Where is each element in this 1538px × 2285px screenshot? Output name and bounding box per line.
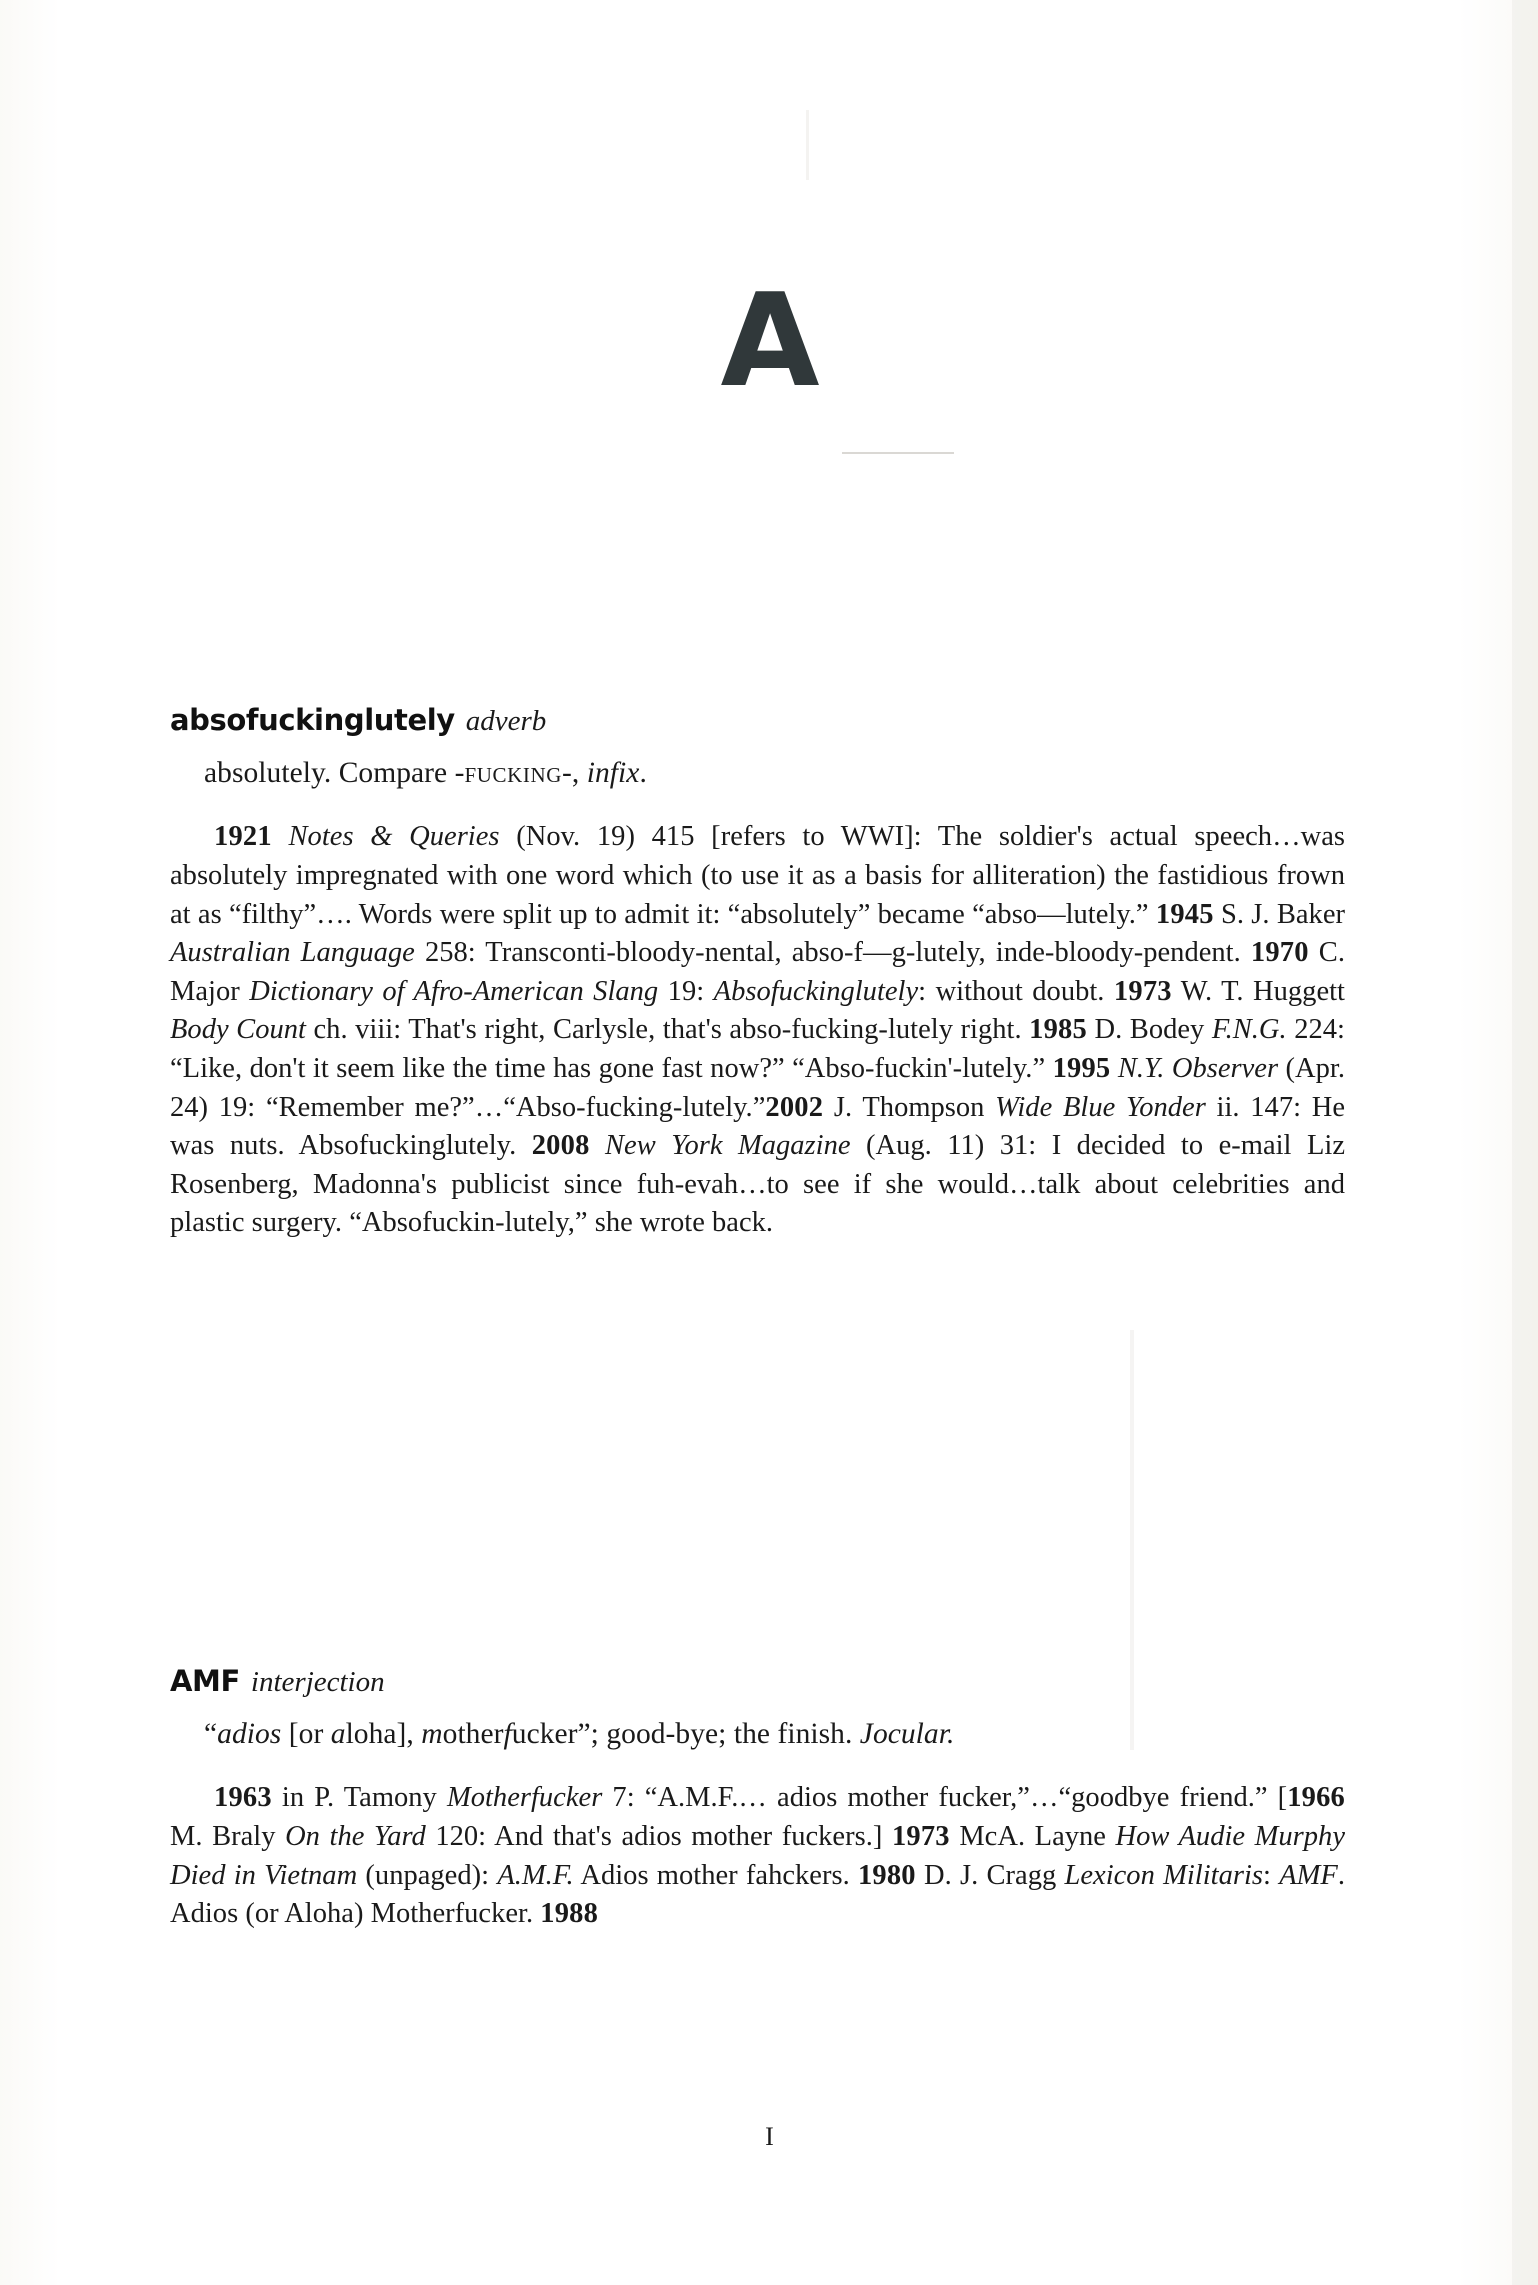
citation-year: 2002 (765, 1091, 824, 1123)
headword-absofuckinglutely: absofuckinglutely (170, 703, 455, 737)
citation-text: J. Thompson (823, 1091, 996, 1123)
page-content (170, 0, 1370, 2285)
citation-text: S. J. Baker (1213, 898, 1346, 930)
citation-text: 7: “A.M.F.… adios mother fucker,”…“goodbye friend.” [ (602, 1782, 1288, 1814)
citation-year: 1945 (1155, 898, 1214, 930)
citation-text: . Adios (or Aloha) Motherfucker. (170, 1859, 1345, 1930)
definition-suffix: -, (562, 757, 587, 789)
headword-line (170, 1664, 1345, 1698)
citation-year: 1963 (214, 1782, 272, 1814)
citation-source-title: On the Yard (285, 1820, 426, 1852)
headword-amf: AMF (170, 1664, 240, 1698)
citation-text (272, 821, 289, 852)
citation-source-title: A.M.F. (497, 1859, 574, 1891)
cross-reference-part-of-speech: infix (586, 757, 640, 789)
citation-text: other (442, 1718, 504, 1750)
citation-year: 1921 (214, 821, 272, 853)
page-number: I (765, 2122, 775, 2151)
chapter-divider-rule (842, 452, 954, 454)
citation-text: 19: (658, 975, 714, 1007)
citation-text: 120: And that's adios mother fuckers.] (425, 1820, 892, 1852)
citation-text: 224: “Like, don't it seem like the time has gone fast now?” “Abso-fuckin'-lutely.” (170, 1014, 1345, 1084)
citation-text: (Apr. 24) 19: “Remember me?”…“Abso-fucking-lutely.” (170, 1053, 1345, 1123)
citation-source-title: New York Magazine (605, 1130, 851, 1162)
citation-year: 1995 (1052, 1053, 1111, 1084)
citation-year: 1985 (1029, 1014, 1087, 1046)
citation-text: ch. viii: That's right, Carlysle, that's abso-fucking-lutely right. (305, 1014, 1030, 1046)
citation-text (590, 1130, 605, 1161)
citation-year: 1973 (1113, 975, 1172, 1007)
citation-block-amf (170, 1779, 1345, 1933)
citation-text: : (1263, 1859, 1280, 1891)
citation-source-title: Wide Blue Yonder (995, 1091, 1206, 1123)
citation-year: 1970 (1250, 937, 1309, 969)
citation-text (1110, 1053, 1117, 1084)
citation-source-title: adios (217, 1718, 282, 1750)
citation-text: D. Bodey (1086, 1014, 1212, 1046)
part-of-speech-absofuckinglutely: adverb (465, 705, 547, 737)
citation-text: “ (204, 1718, 218, 1750)
citation-source-title: AMF (1279, 1859, 1338, 1891)
cross-reference-fucking[interactable]: fucking (464, 757, 563, 789)
citation-source-title: How Audie Murphy Died in Vietnam (170, 1820, 1345, 1891)
citation-source-title: f (503, 1718, 512, 1750)
citation-source-title: Dictionary of Afro-American Slang (249, 975, 659, 1007)
definition-text: absolutely. Compare - (204, 757, 465, 789)
definition-absofuckinglutely (170, 754, 1345, 792)
citation-source-title: a (330, 1718, 346, 1750)
citation-text: C. Major (170, 937, 1345, 1007)
dictionary-entry-absofuckinglutely (170, 703, 1346, 1243)
citation-source-title: Body Count (170, 1014, 306, 1046)
citation-source-title: N.Y. Observer (1117, 1053, 1279, 1084)
chapter-letter-heading: A (720, 267, 820, 416)
citation-source-title: Notes & Queries (288, 821, 500, 853)
citation-source-title: Lexicon Militaris (1064, 1859, 1264, 1891)
citation-text: (Aug. 11) 31: I decided to e-mail Liz Rosenberg, Madonna's publicist since fuh-evah…to see if she would…talk about celebrities and plastic surgery. “Absofuckin-lutely,” she wrote back. (170, 1130, 1345, 1239)
citation-text: in P. Tamony (271, 1782, 447, 1814)
citation-text: 258: Transconti-bloody-nental, abso-f—g-lutely, inde-bloody-pendent. (414, 937, 1251, 969)
citation-text: loha], (345, 1718, 422, 1750)
dictionary-entry-amf (170, 1664, 1345, 1934)
citation-text: ucker”; good-bye; the finish. (511, 1718, 860, 1750)
headword-line (170, 703, 1345, 737)
definition-amf (170, 1715, 1345, 1753)
citation-text: (unpaged): (357, 1859, 498, 1891)
citation-source-title: Absofuckinglutely (713, 975, 919, 1007)
citation-source-title: Jocular. (859, 1718, 955, 1750)
citation-text: D. J. Cragg (915, 1859, 1065, 1891)
citation-text: McA. Layne (949, 1820, 1116, 1852)
citation-text: : without doubt. (918, 975, 1114, 1007)
citation-text: ii. 147: He was nuts. Absofuckinglutely. (170, 1091, 1346, 1162)
part-of-speech-amf: interjection (250, 1666, 385, 1698)
citation-text: M. Braly (170, 1820, 286, 1852)
citation-year: 1973 (891, 1820, 950, 1852)
citation-source-title: Motherfucker (446, 1782, 603, 1814)
citation-source-title: m (421, 1718, 443, 1750)
citation-text: W. T. Huggett (1171, 975, 1345, 1007)
citation-block-absofuckinglutely (170, 818, 1345, 1243)
citation-year: 1966 (1287, 1782, 1345, 1814)
citation-year: 1980 (857, 1859, 916, 1891)
citation-text: (Nov. 19) 415 [refers to WWI]: The soldier's actual speech…was absolutely impregnated with one word which (to use it as a basis for alliteration) the fastidious frown at as “filthy”…. Words were split up to admit it: “absolutely” became “abso—lutely.” (170, 821, 1345, 930)
citation-text: Adios mother fahckers. (573, 1859, 858, 1891)
definition-terminator: . (639, 757, 647, 789)
citation-source-title: Australian Language (170, 937, 415, 969)
citation-text: [or (281, 1718, 331, 1750)
citation-source-title: F.N.G. (1211, 1014, 1287, 1046)
citation-year: 2008 (531, 1130, 590, 1162)
citation-year: 1988 (540, 1898, 599, 1930)
